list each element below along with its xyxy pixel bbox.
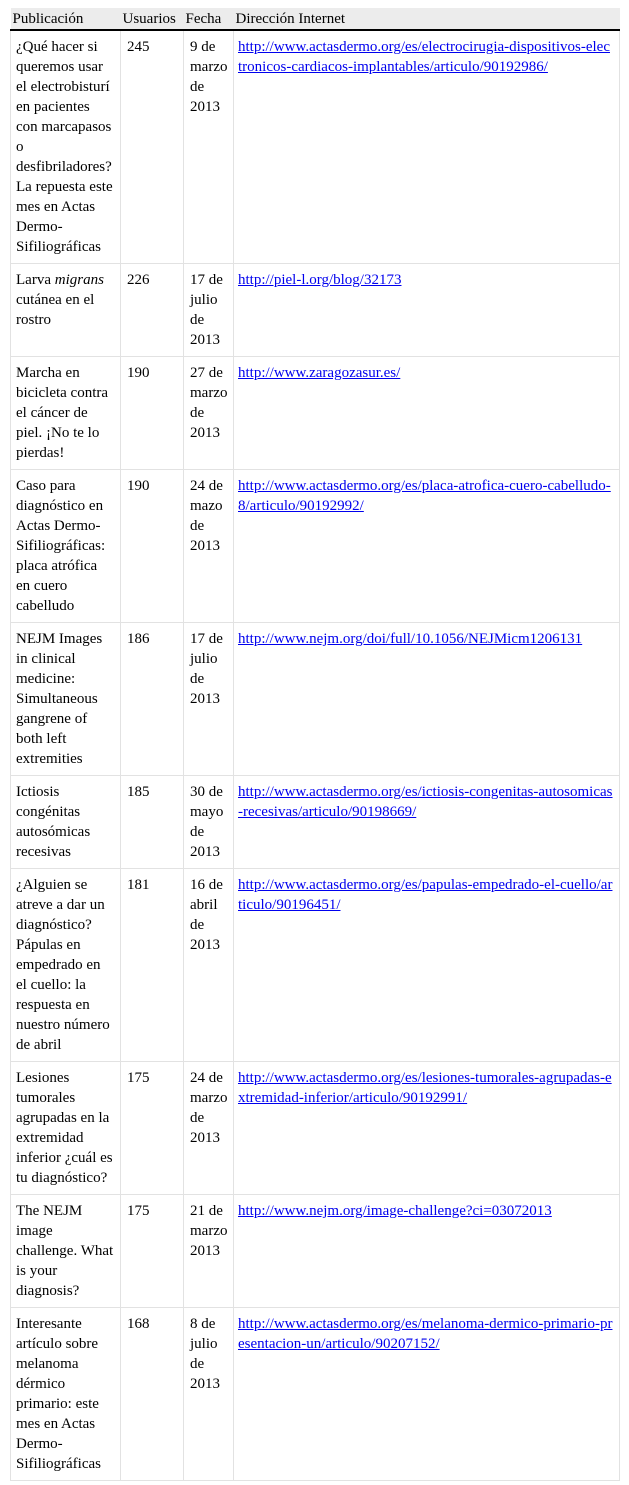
url-link[interactable]: http://www.zaragozasur.es/ xyxy=(238,365,401,381)
publication-cell xyxy=(11,869,121,1062)
url-link[interactable]: http://www.actasdermo.org/es/ictiosis-congenitas-autosomicas-recesivas/articulo/90198669/ xyxy=(238,784,613,820)
users-cell: 175 xyxy=(121,1062,184,1195)
url-cell xyxy=(234,1308,620,1481)
url-cell xyxy=(234,869,620,1062)
date-cell: 24 de marzo de 2013 xyxy=(184,1062,234,1195)
header-row xyxy=(11,8,620,30)
url-link[interactable]: http://piel-l.org/blog/32173 xyxy=(238,272,402,288)
publications-table xyxy=(10,8,620,1481)
table-row xyxy=(11,30,620,264)
url-cell xyxy=(234,623,620,776)
table-row xyxy=(11,623,620,776)
publication-cell xyxy=(11,623,121,776)
publication-text-italic: migrans xyxy=(54,272,104,288)
users-cell: 226 xyxy=(121,264,184,357)
users-cell: 175 xyxy=(121,1195,184,1308)
publication-text: ¿Qué hacer si queremos usar el electrobisturí en pacientes con marcapasos o desfibriladores? La repuesta este mes en Actas Dermo-Sifiliográficas xyxy=(16,39,113,255)
publication-text: Caso para diagnóstico en Actas Dermo-Sifiliográficas: placa atrófica en cuero cabelludo xyxy=(16,478,106,614)
publication-cell xyxy=(11,30,121,264)
date-cell: 21 de marzo 2013 xyxy=(184,1195,234,1308)
users-cell: 186 xyxy=(121,623,184,776)
url-link[interactable]: http://www.actasdermo.org/es/melanoma-dermico-primario-presentacion-un/articulo/90207152/ xyxy=(238,1316,613,1352)
date-cell: 27 de marzo de 2013 xyxy=(184,357,234,470)
table-row xyxy=(11,470,620,623)
publication-cell xyxy=(11,357,121,470)
date-cell: 17 de julio de 2013 xyxy=(184,264,234,357)
url-cell xyxy=(234,776,620,869)
header-usuarios: Usuarios xyxy=(121,8,184,30)
table-row xyxy=(11,357,620,470)
table-row xyxy=(11,1195,620,1308)
url-cell xyxy=(234,1062,620,1195)
date-cell: 17 de julio de 2013 xyxy=(184,623,234,776)
publication-text: Marcha en bicicleta contra el cáncer de piel. ¡No te lo pierdas! xyxy=(16,365,109,461)
url-link[interactable]: http://www.actasdermo.org/es/lesiones-tumorales-agrupadas-extremidad-inferior/articulo/90192991/ xyxy=(238,1070,612,1106)
url-link[interactable]: http://www.nejm.org/image-challenge?ci=03072013 xyxy=(238,1203,552,1219)
users-cell: 181 xyxy=(121,869,184,1062)
table-row xyxy=(11,264,620,357)
url-cell xyxy=(234,357,620,470)
publication-cell xyxy=(11,1308,121,1481)
publication-cell xyxy=(11,776,121,869)
publication-cell xyxy=(11,264,121,357)
table-header xyxy=(11,8,620,30)
users-cell: 245 xyxy=(121,30,184,264)
url-link[interactable]: http://www.actasdermo.org/es/papulas-empedrado-el-cuello/articulo/90196451/ xyxy=(238,877,613,913)
publication-text: The NEJM image challenge. What is your diagnosis? xyxy=(16,1203,114,1299)
users-cell: 190 xyxy=(121,357,184,470)
date-cell: 8 de julio de 2013 xyxy=(184,1308,234,1481)
publication-text: Larva xyxy=(16,272,55,288)
users-cell: 190 xyxy=(121,470,184,623)
date-cell: 16 de abril de 2013 xyxy=(184,869,234,1062)
header-fecha: Fecha xyxy=(184,8,234,30)
publication-text: Ictiosis congénitas autosómicas recesivas xyxy=(16,784,91,860)
url-link[interactable]: http://www.nejm.org/doi/full/10.1056/NEJMicm1206131 xyxy=(238,631,583,647)
publication-cell xyxy=(11,1195,121,1308)
table-row xyxy=(11,1308,620,1481)
table-row xyxy=(11,1062,620,1195)
table-body xyxy=(11,30,620,1481)
table-row xyxy=(11,869,620,1062)
users-cell: 185 xyxy=(121,776,184,869)
publication-text: NEJM Images in clinical medicine: Simultaneous gangrene of both left extremities xyxy=(16,631,103,767)
date-cell: 24 de mazo de 2013 xyxy=(184,470,234,623)
table-row xyxy=(11,776,620,869)
publication-text: Interesante artículo sobre melanoma dérmico primario: este mes en Actas Dermo-Sifiliográficas xyxy=(16,1316,101,1472)
url-cell xyxy=(234,30,620,264)
url-link[interactable]: http://www.actasdermo.org/es/placa-atrofica-cuero-cabelludo-8/articulo/90192992/ xyxy=(238,478,611,514)
users-cell: 168 xyxy=(121,1308,184,1481)
url-link[interactable]: http://www.actasdermo.org/es/electrocirugia-dispositivos-electronicos-cardiacos-implantables/articulo/90192986/ xyxy=(238,39,610,75)
publication-cell xyxy=(11,1062,121,1195)
date-cell: 30 de mayo de 2013 xyxy=(184,776,234,869)
header-direccion: Dirección Internet xyxy=(234,8,620,30)
date-cell: 9 de marzo de 2013 xyxy=(184,30,234,264)
publication-text: Lesiones tumorales agrupadas en la extremidad inferior ¿cuál es tu diagnóstico? xyxy=(16,1070,113,1186)
url-cell xyxy=(234,264,620,357)
header-publicacion: Publicación xyxy=(11,8,121,30)
publication-text: ¿Alguien se atreve a dar un diagnóstico? Pápulas en empedrado en el cuello: la respuesta en nuestro número de abril xyxy=(16,877,110,1053)
publication-text: cutánea en el rostro xyxy=(16,292,95,328)
url-cell xyxy=(234,1195,620,1308)
url-cell xyxy=(234,470,620,623)
publication-cell xyxy=(11,470,121,623)
